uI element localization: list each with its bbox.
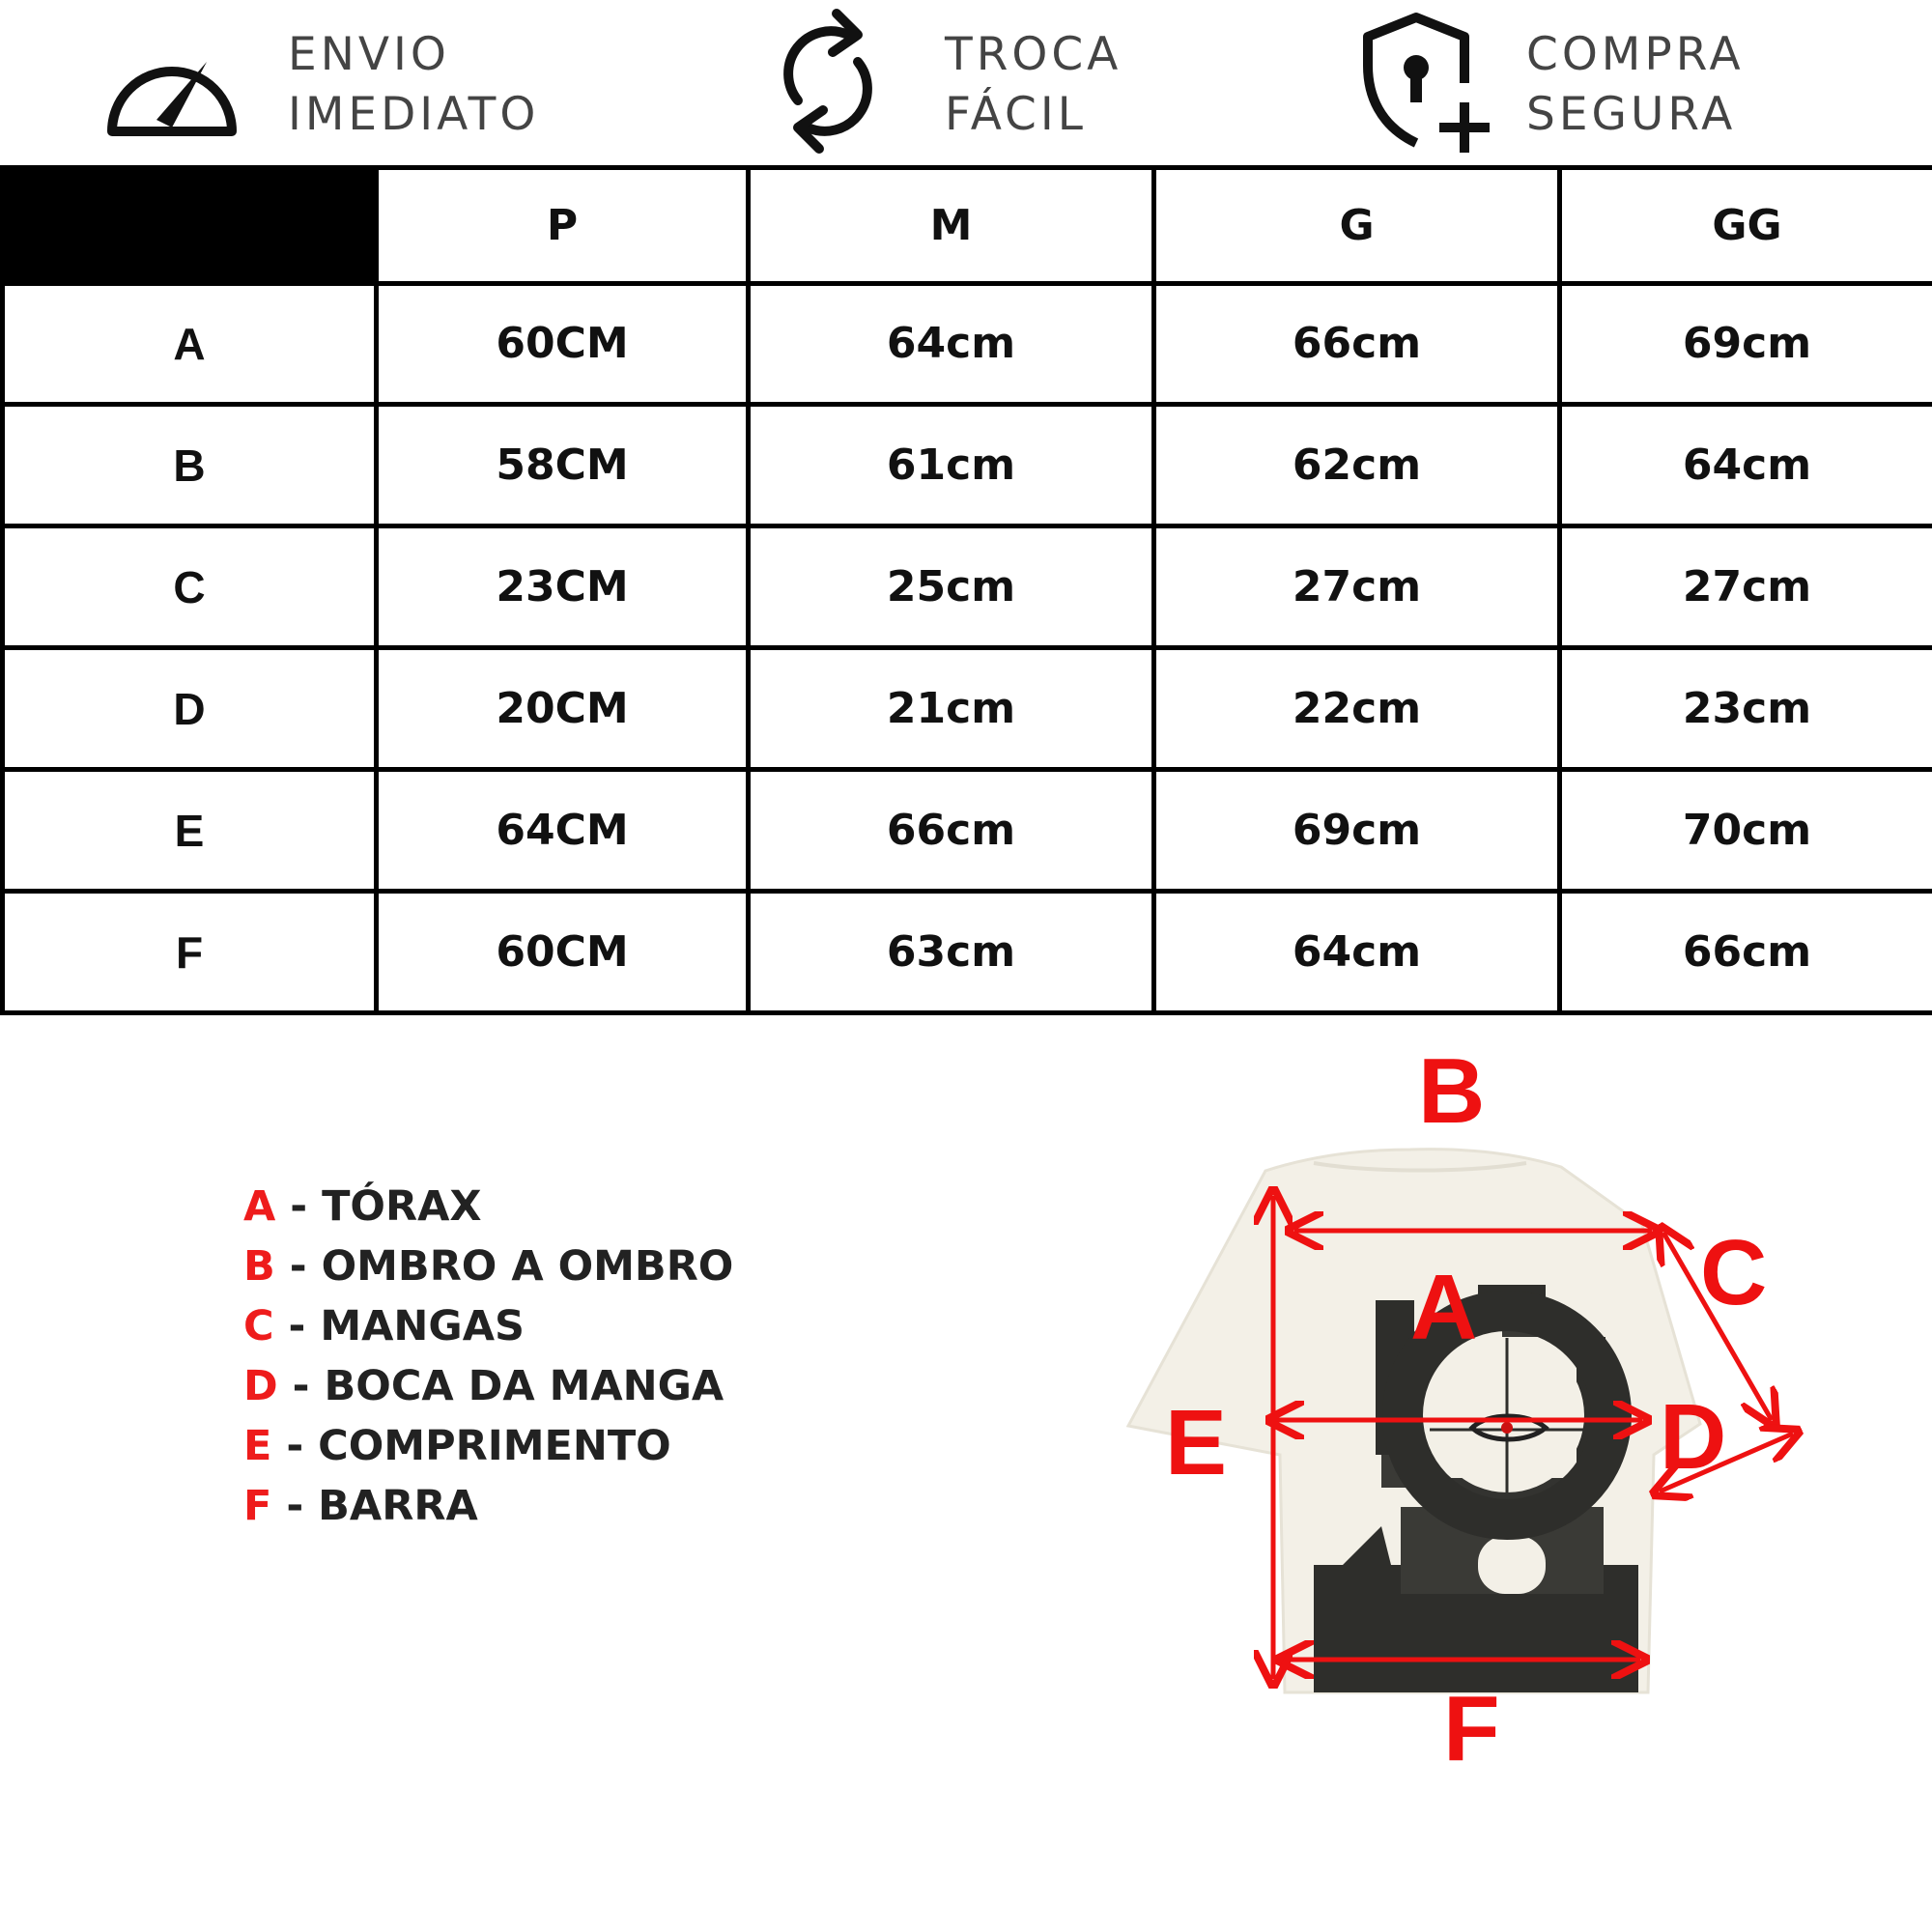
row-label: B — [3, 405, 377, 526]
table-cell: 64cm — [749, 283, 1154, 405]
table-cell: 25cm — [749, 526, 1154, 648]
column-header: P — [377, 168, 749, 284]
feature-line-1: COMPRA — [1526, 28, 1745, 81]
table-cell: 66cm — [1560, 892, 1932, 1013]
legend-text: - COMPRIMENTO — [271, 1422, 671, 1470]
legend-letter: D — [243, 1362, 278, 1410]
table-cell: 27cm — [1560, 526, 1932, 648]
legend-letter: A — [243, 1182, 276, 1231]
table-cell: 69cm — [1560, 283, 1932, 405]
row-label: F — [3, 892, 377, 1013]
diagram-label-a: A — [1410, 1256, 1478, 1359]
feature-line-1: TROCA — [945, 28, 1122, 81]
diagram-label-d: D — [1660, 1385, 1727, 1489]
table-cell: 27cm — [1154, 526, 1560, 648]
feature-line-2: FÁCIL — [945, 88, 1087, 141]
legend-letter: E — [243, 1422, 272, 1470]
table-cell: 66cm — [749, 770, 1154, 892]
diagram-label-b: B — [1418, 1039, 1486, 1143]
table-cell: 60CM — [377, 892, 749, 1013]
feature-line-2: IMEDIATO — [288, 88, 540, 141]
legend-letter: B — [243, 1242, 275, 1291]
diagram-label-e: E — [1165, 1391, 1228, 1494]
row-label: C — [3, 526, 377, 648]
table-cell: 22cm — [1154, 648, 1560, 770]
table-cell: 61cm — [749, 405, 1154, 526]
table-cell: 66cm — [1154, 283, 1560, 405]
table-cell: 60CM — [377, 283, 749, 405]
table-cell: 20CM — [377, 648, 749, 770]
legend-text: - OMBRO A OMBRO — [274, 1242, 734, 1291]
row-label: E — [3, 770, 377, 892]
legend-text: - TÓRAX — [275, 1182, 482, 1231]
table-cell: 69cm — [1154, 770, 1560, 892]
row-label: A — [3, 283, 377, 405]
column-header: GG — [1560, 168, 1932, 284]
feature-line-1: ENVIO — [288, 28, 450, 81]
diagram-label-c: C — [1700, 1221, 1768, 1324]
table-cell: 64cm — [1560, 405, 1932, 526]
table-cell: 58CM — [377, 405, 749, 526]
legend-text: - MANGAS — [273, 1302, 525, 1350]
table-cell: 70cm — [1560, 770, 1932, 892]
legend-letter: C — [243, 1302, 274, 1350]
table-cell: 21cm — [749, 648, 1154, 770]
legend-text: - BOCA DA MANGA — [277, 1362, 724, 1410]
row-label: D — [3, 648, 377, 770]
table-cell: 23CM — [377, 526, 749, 648]
feature-line-2: SEGURA — [1526, 88, 1737, 141]
legend-letter: F — [243, 1482, 272, 1530]
column-header: M — [749, 168, 1154, 284]
table-cell: 64cm — [1154, 892, 1560, 1013]
table-cell: 63cm — [749, 892, 1154, 1013]
column-header: G — [1154, 168, 1560, 284]
legend-text: - BARRA — [271, 1482, 478, 1530]
diagram-label-f: F — [1443, 1677, 1500, 1780]
table-cell: 64CM — [377, 770, 749, 892]
table-cell: 62cm — [1154, 405, 1560, 526]
table-cell: 23cm — [1560, 648, 1932, 770]
